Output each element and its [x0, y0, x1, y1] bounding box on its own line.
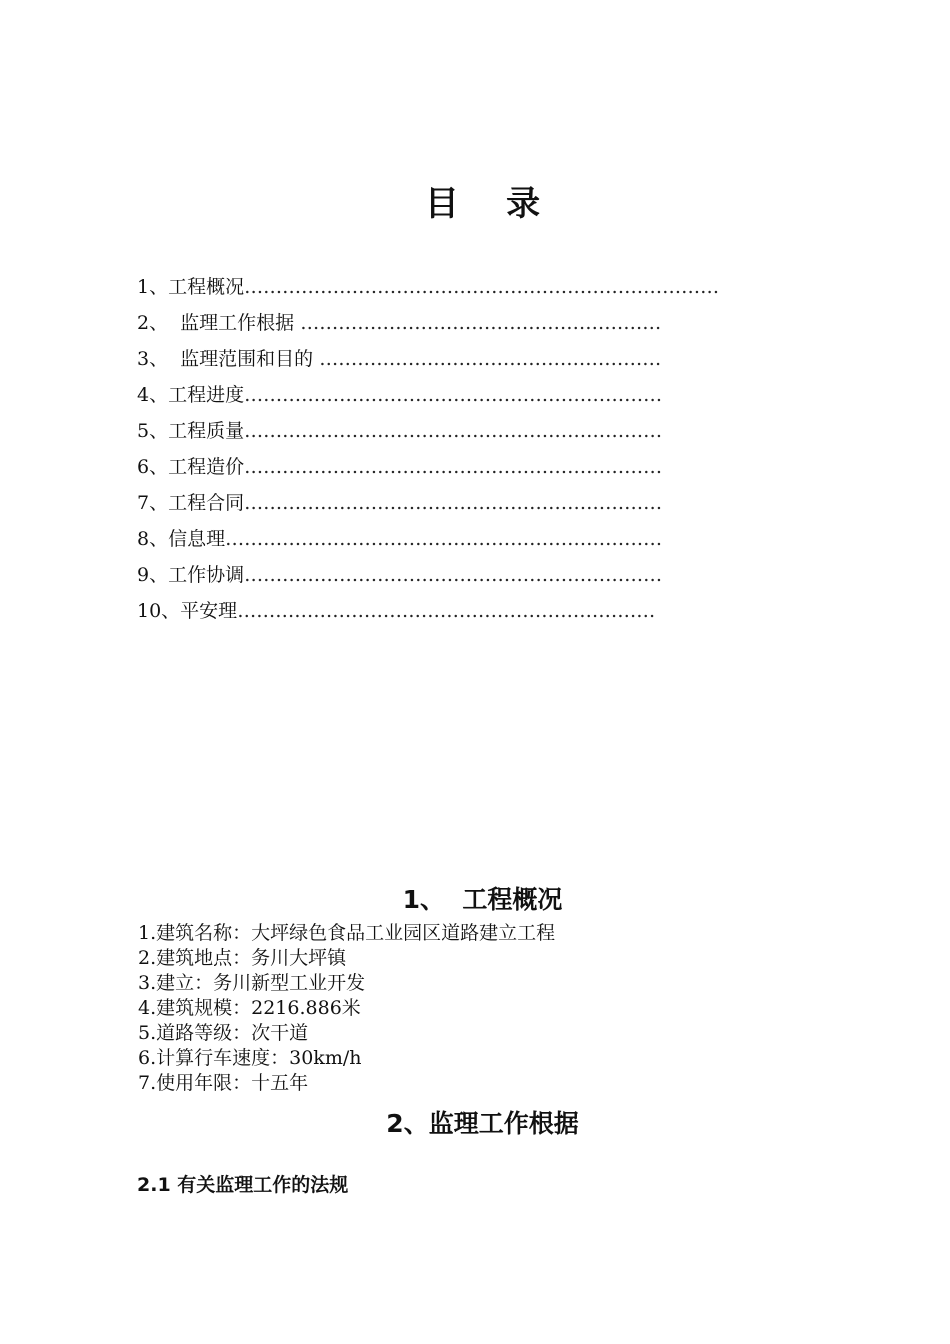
- toc-item: [137, 380, 817, 416]
- toc-item: [137, 560, 817, 596]
- toc-item-label: 2、 监理工作根据: [137, 312, 301, 334]
- toc-item-label: 7、工程合同: [137, 492, 245, 514]
- toc-title: 目 录: [424, 184, 541, 224]
- list-item: 2.建筑地点：务川大坪镇: [138, 947, 347, 969]
- list-item: 7.使用年限：十五年: [138, 1072, 309, 1094]
- list-item: 3.建立：务川新型工业开发: [138, 972, 366, 994]
- toc-item: [137, 524, 817, 560]
- toc-item: [137, 452, 817, 488]
- toc-item-label: 9、工作协调: [137, 564, 245, 586]
- list-item: 6.计算行车速度：30km/h: [138, 1047, 362, 1069]
- toc-item: [137, 272, 817, 308]
- toc-item-leader: ………………………………………………: [319, 348, 662, 370]
- toc-item-leader: …………………………………………………………: [244, 492, 663, 514]
- toc-item: [137, 308, 817, 344]
- list-item: 4.建筑规模：2216.886米: [138, 997, 361, 1019]
- project-info-list: [138, 921, 555, 1096]
- section-title-project-overview: 1、 工程概况: [402, 885, 563, 914]
- toc-item-leader: …………………………………………………: [300, 312, 662, 334]
- toc-item-label: 10、平安理: [137, 600, 238, 622]
- toc-item: [137, 596, 817, 632]
- toc-item-leader: …………………………………………………………: [237, 600, 656, 622]
- list-item: 1.建筑名称：大坪绿色食品工业园区道路建立工程: [138, 922, 556, 944]
- toc-item-label: 1、工程概况: [137, 276, 245, 298]
- subsection-title: 2.1 有关监理工作的法规: [137, 1174, 349, 1196]
- toc-item-leader: …………………………………………………………: [244, 456, 663, 478]
- toc-item-label: 6、工程造价: [137, 456, 245, 478]
- toc-item-leader: …………………………………………………………: [244, 384, 663, 406]
- toc-item-label: 8、信息理: [137, 528, 226, 550]
- list-item: 5.道路等级：次干道: [138, 1022, 309, 1044]
- toc-item-leader: ……………………………………………………………: [225, 528, 663, 550]
- section-title-supervision-basis: 2、监理工作根据: [386, 1109, 579, 1138]
- toc-item: [137, 416, 817, 452]
- toc-item-leader: …………………………………………………………: [244, 420, 663, 442]
- toc-item-label: 3、 监理范围和目的: [137, 348, 320, 370]
- toc-item-label: 4、工程进度: [137, 384, 245, 406]
- toc-list: [137, 272, 817, 632]
- toc-item: [137, 488, 817, 524]
- toc-item-label: 5、工程质量: [137, 420, 245, 442]
- toc-item-leader: …………………………………………………………………: [244, 276, 720, 298]
- toc-item: [137, 344, 817, 380]
- toc-item-leader: …………………………………………………………: [244, 564, 663, 586]
